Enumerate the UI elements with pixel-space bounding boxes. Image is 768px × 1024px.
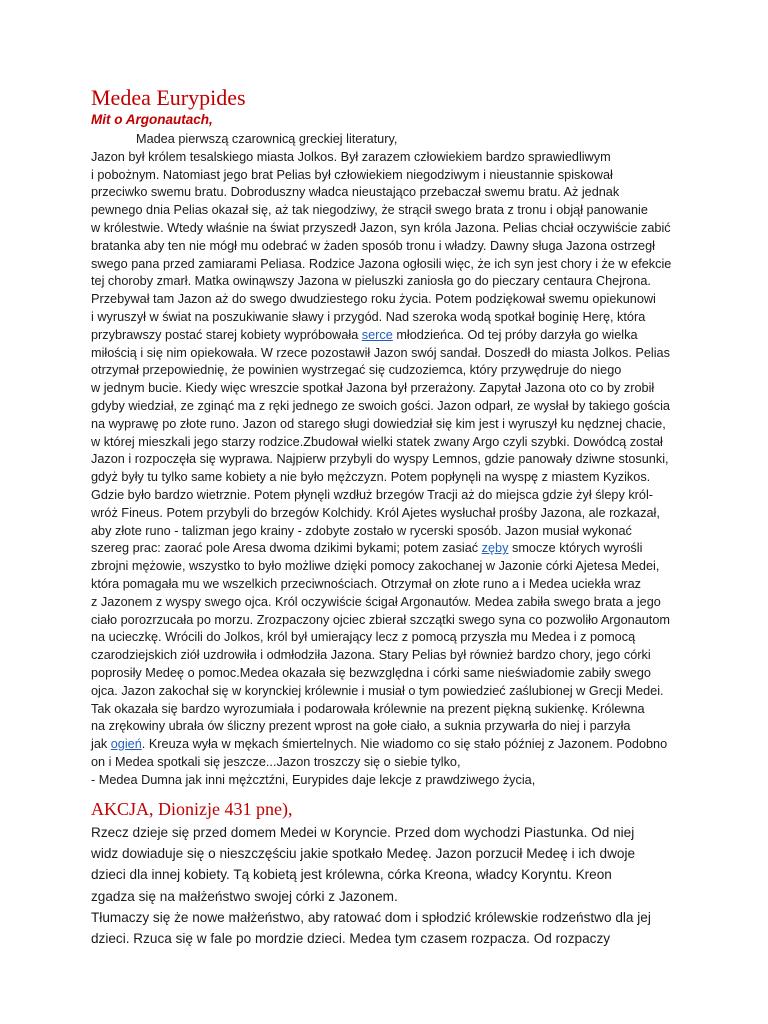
paragraph-line-with-link bbox=[91, 736, 691, 754]
paragraph-line: gdyż były tu tylko same kobiety a nie było mężczyzn. Potem popłynęli na wyspę z miastem Kyzikos. bbox=[91, 470, 651, 485]
paragraph-line: Jazon i rozpoczęła się wyprawa. Najpierw przybyli do wyspy Lemnos, gdzie panowały dziwne stosunki, bbox=[91, 452, 669, 467]
paragraph-line: gdyby wiedział, ze zginąć ma z ręki jednego ze swoich gości. Jazon odparł, ze wysłał by takiego gościa bbox=[91, 398, 670, 413]
section2-title: AKCJA, Dionizje 431 pne), bbox=[91, 799, 293, 819]
paragraph-line-with-link bbox=[91, 540, 691, 558]
paragraph-line: na ucieczkę. Wrócili do Jolkos, król był umierający lecz z pomocą przyszła mu Medea i z pomocą bbox=[91, 630, 636, 645]
paragraph-line: Madea pierwszą czarownicą greckiej literatury, bbox=[136, 132, 398, 146]
paragraph-line: przeciwko swemu bratu. Dobroduszny władca nieustająco przebaczał swemu bratu. Aż jednak bbox=[91, 185, 620, 200]
paragraph-line: Tak okazała się bardzo wyrozumiała i podarowała królewnie na prezent piękną sukienkę. Królewna bbox=[91, 701, 645, 716]
paragraph-line: w królestwie. Wtedy właśnie na świat przyszedł Jazon, syn króla Jazona. Pelias chciał oczywiście zabić bbox=[91, 220, 671, 235]
paragraph-line: poprosiły Medeę o pomoc.Medea okazała się bezwzględna i córki same nieświadomie zabiły swego bbox=[91, 665, 651, 680]
link-serce[interactable]: serce bbox=[361, 327, 393, 342]
paragraph-line: miłością i się nim opiekowała. W rzece pozostawił Jazon swój sandał. Doszedł do miasta Jolkos. Pelias bbox=[91, 345, 670, 360]
document-subtitle: Mit o Argonautach, bbox=[91, 112, 213, 127]
link-ogien[interactable]: ogień bbox=[110, 737, 142, 752]
paragraph-line: czarodziejskich ziół uzdrowiła i odmłodziła Jazona. Stary Pelias był również bardzo chory, jego córki bbox=[91, 648, 651, 663]
paragraph-line: swego pana przed zamiarami Peliasa. Rodzice Jazona ogłosili więc, że ich syn jest chory i że w efekcie bbox=[91, 256, 672, 271]
paragraph-line: na zrękowiny ubrała ów śliczny prezent wprost na gołe ciało, a suknia przywarła do niej i parzyła bbox=[91, 719, 631, 734]
paragraph-line: - Medea Dumna jak inni mężcztźni, Eurypides daje lekcje z prawdziwego życia, bbox=[91, 772, 536, 787]
paragraph-line: on i Medea spotkali się jeszcze...Jazon troszczy się o siebie tylko, bbox=[91, 754, 461, 769]
section1-body bbox=[91, 131, 691, 789]
line-text: jak bbox=[91, 737, 111, 752]
paragraph-line: Gdzie było bardzo wietrznie. Potem płynęli wzdłuż brzegów Tracji aż do miejsca gdzie żył ślepy król- bbox=[91, 487, 654, 502]
paragraph-line: Jazon był królem tesalskiego miasta Jolkos. Był zarazem człowiekiem bardzo sprawiedliwym bbox=[91, 149, 611, 164]
paragraph-line: wróż Fineus. Potem przybyli do brzegów Kolchidy. Król Ajetes wysłuchał prośby Jazona, ale rozkazał, bbox=[91, 505, 660, 520]
document-title: Medea Eurypides bbox=[91, 85, 246, 110]
paragraph-line: widz dowiaduje się o nieszczęściu jakie spotkało Medeę. Jazon porzucił Medeę i ich dwoje bbox=[91, 846, 636, 862]
paragraph-line: i wyruszył w świat na poszukiwanie sławy i przygód. Nad szeroka wodą spotkał boginię Herę, która bbox=[91, 309, 646, 324]
link-zeby[interactable]: zęby bbox=[481, 541, 509, 556]
paragraph-line: aby złote runo - talizman jego krainy - zdobyte zostało w rycerski sposób. Jazon musiał wykonać bbox=[91, 523, 632, 538]
paragraph-line: dzieci dla innej kobiety. Tą kobietą jest królewna, córka Kreona, władcy Koryntu. Kreon bbox=[91, 867, 612, 883]
line-text: smocze których wyrośli bbox=[508, 541, 643, 556]
paragraph-line: Rzecz dzieje się przed domem Medei w Koryncie. Przed dom wychodzi Piastunka. Od niej bbox=[91, 825, 635, 840]
paragraph-line: pewnego dnia Pelias okazał się, aż tak niegodziwy, że strącił swego brata z tronu i objął panowanie bbox=[91, 203, 648, 218]
line-text: szereg prac: zaorać pole Aresa dwoma dzikimi bykami; potem zasiać bbox=[91, 541, 482, 556]
line-text: . Kreuza wyła w mękach śmiertelnych. Nie wiadomo co się stało później z Jazonem. Podobno bbox=[141, 737, 668, 752]
paragraph-line: z Jazonem z wyspy swego ojca. Król oczywiście ścigał Argonautów. Medea zabiła swego brata a jego bbox=[91, 594, 661, 609]
paragraph-line: Tłumaczy się że nowe małżeństwo, aby ratować dom i spłodzić królewskie rodzeństwo dla jej bbox=[91, 909, 651, 925]
paragraph-line: zbrojni mężowie, wszystko to było możliwe dzięki pomocy zakochanej w Jazonie córki Ajetesa Medei, bbox=[91, 559, 660, 574]
paragraph-line: która pomagała mu we wszelkich przeciwnościach. Otrzymał on złote runo a i Medea uciekła wraz bbox=[91, 576, 642, 591]
section2-body bbox=[91, 822, 691, 949]
paragraph-line: na wyprawę po złote runo. Jazon od starego sługi dowiedział się kim jest i wyruszył ku nędznej chacie, bbox=[91, 416, 666, 431]
paragraph-line: w jednym bucie. Kiedy więc wreszcie spotkał Jazona był przerażony. Zapytał Jazona oto co by zrobił bbox=[91, 381, 655, 396]
paragraph-line: ciało porozrzucała po morzu. Zrozpaczony ojciec zbierał szczątki swego syna co pozwoliło Argonautom bbox=[91, 612, 670, 627]
paragraph-line: ojca. Jazon zakochał się w korynckiej królewnie i musiał o tym powiedzieć zaślubionej w Grecji Medei. bbox=[91, 683, 664, 698]
paragraph-line: zgadza się na małżeństwo swojej córki z Jazonem. bbox=[91, 888, 398, 904]
paragraph-line: w której mieszkali jego starzy rodzice.Zbudował wielki statek zwany Argo czyli szybki. Dowódcą został bbox=[91, 434, 663, 449]
paragraph-line: tej choroby zmarł. Matka owinąwszy Jazona w pieluszki zaniosła go do pieczary centaura Chejrona. bbox=[91, 274, 651, 289]
paragraph-line: Przebywał tam Jazon aż do swego dwudziestego roku życia. Potem podziękował swemu opiekunowi bbox=[91, 292, 656, 307]
line-text: młodzieńca. Od tej próby darzyła go wielka bbox=[392, 327, 638, 342]
paragraph-line: bratanka aby ten nie mógł mu odebrać w żaden sposób tronu i władzy. Dawny sługa Jazona ostrzegł bbox=[91, 238, 655, 253]
paragraph-line: i pobożnym. Natomiast jego brat Pelias był człowiekiem niegodziwym i nieustannie spiskował bbox=[91, 167, 613, 182]
paragraph-line: dzieci. Rzuca się w fale po mordzie dzieci. Medea tym czasem rozpacza. Od rozpaczy bbox=[91, 931, 611, 947]
paragraph-line-with-link bbox=[91, 327, 691, 345]
paragraph-line: otrzymał przepowiednię, że powinien wystrzegać się cudzoziemca, który przywędruje do niego bbox=[91, 363, 622, 378]
line-text: przybrawszy postać starej kobiety wypróbowała bbox=[91, 327, 362, 342]
